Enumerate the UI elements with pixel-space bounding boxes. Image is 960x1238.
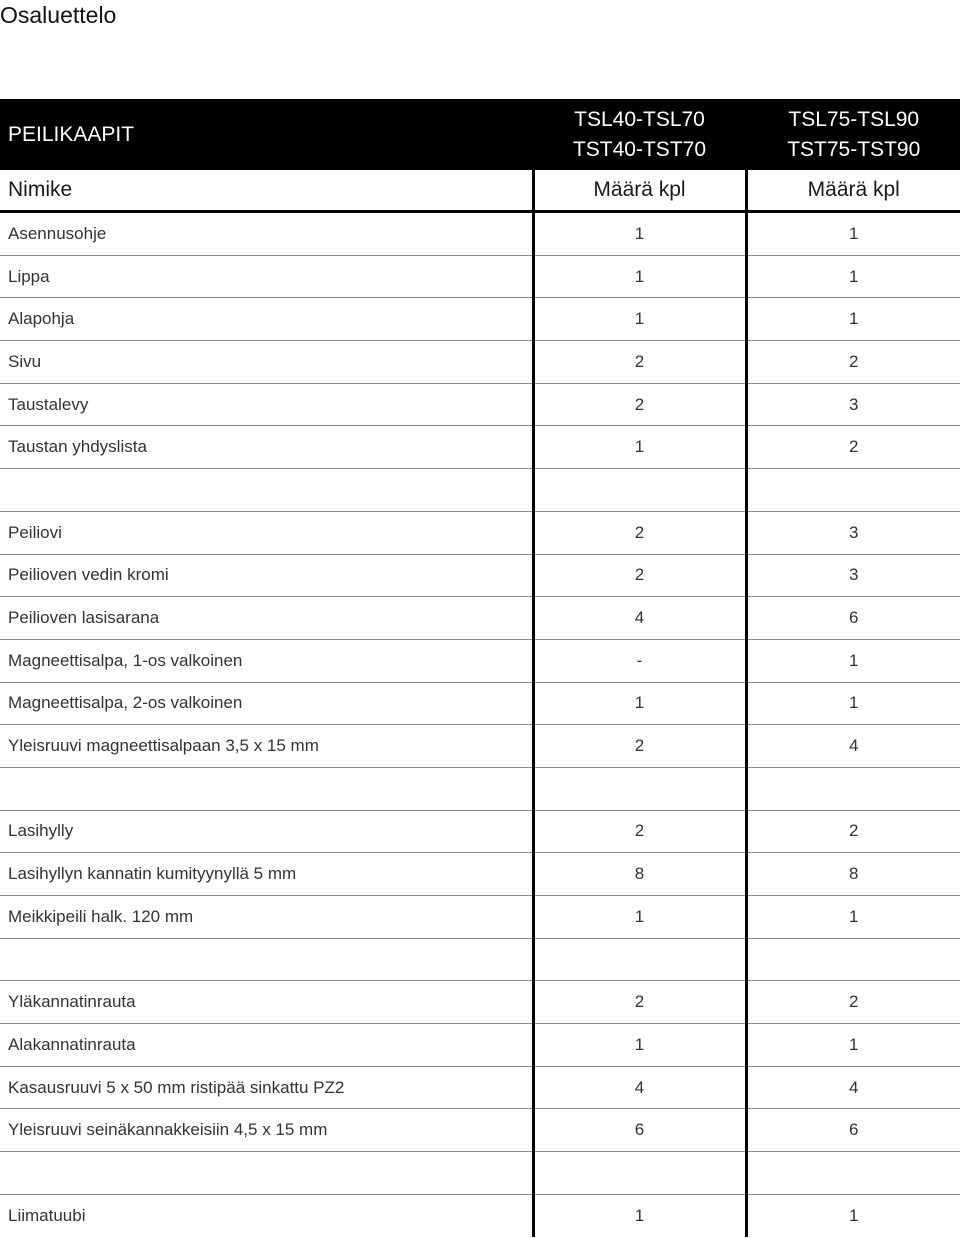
qty-model-1: 1 [533,896,746,939]
part-name: Lasihyllyn kannatin kumityynyllä 5 mm [0,853,533,896]
qty-model-2: 1 [746,212,960,256]
qty-model-1: 1 [533,298,746,341]
qty-model-2: 4 [746,725,960,768]
qty-model-1: 2 [533,554,746,597]
qty-model-2: 1 [746,1024,960,1067]
qty-model-1 [533,767,746,810]
table-row [0,554,960,597]
table-row [0,810,960,853]
part-name: Magneettisalpa, 2-os valkoinen [0,682,533,725]
qty-model-1: 1 [533,212,746,256]
qty-model-1: 2 [533,341,746,384]
part-name [0,938,533,981]
table-row [0,1194,960,1236]
qty-model-2: 1 [746,896,960,939]
qty-model-2: 6 [746,597,960,640]
model-1-line-1: TSL40-TSL70 [574,107,705,131]
model-2-line-2: TST75-TST90 [787,137,921,161]
qty-model-1: 1 [533,1194,746,1236]
part-name: Kasausruuvi 5 x 50 mm ristipää sinkattu PZ2 [0,1066,533,1109]
qty-model-2: 1 [746,1194,960,1236]
part-name: Yläkannatinrauta [0,981,533,1024]
part-name [0,1152,533,1195]
qty-model-2: 6 [746,1109,960,1152]
spacer-row [0,469,960,512]
part-name: Asennusohje [0,212,533,256]
part-name: Peilioven lasisarana [0,597,533,640]
qty-model-1: 8 [533,853,746,896]
column-header-row [0,170,960,212]
group-label: PEILIKAAPIT [0,99,533,170]
qty-model-1: 1 [533,1024,746,1067]
qty-model-2: 1 [746,639,960,682]
qty-model-2: 3 [746,554,960,597]
table-row [0,1109,960,1152]
qty-model-2 [746,767,960,810]
page-title: Osaluettelo [0,2,117,28]
table-row [0,725,960,768]
qty-model-2: 8 [746,853,960,896]
part-name: Taustalevy [0,383,533,426]
part-name: Peilioven vedin kromi [0,554,533,597]
qty-model-1: 2 [533,383,746,426]
table-row [0,426,960,469]
qty-model-2 [746,469,960,512]
qty-model-2: 2 [746,426,960,469]
column-header-name: Nimike [0,170,533,212]
qty-model-2: 2 [746,981,960,1024]
qty-model-2 [746,938,960,981]
part-name: Liimatuubi [8,1205,86,1225]
qty-model-1: 2 [533,725,746,768]
qty-model-1: 2 [533,810,746,853]
table-row [0,383,960,426]
qty-model-1 [533,1152,746,1195]
table-header-row [0,99,960,170]
part-name: Alakannatinrauta [0,1024,533,1067]
qty-model-1: - [533,639,746,682]
qty-model-2: 2 [746,810,960,853]
spacer-row [0,1152,960,1195]
table-row [0,341,960,384]
qty-model-2: 4 [746,1066,960,1109]
qty-model-1: 1 [533,426,746,469]
qty-model-1: 4 [533,1066,746,1109]
qty-model-2: 1 [746,682,960,725]
qty-model-2: 3 [746,511,960,554]
part-name: Meikkipeili halk. 120 mm [0,896,533,939]
qty-model-2: 3 [746,383,960,426]
part-name: Magneettisalpa, 1-os valkoinen [0,639,533,682]
part-name: Taustan yhdyslista [0,426,533,469]
qty-model-1: 1 [533,255,746,298]
parts-table [0,99,960,1237]
qty-model-2: 2 [746,341,960,384]
qty-model-2 [746,1152,960,1195]
model-header-1 [533,99,746,170]
part-name: Lippa [0,255,533,298]
model-1-line-2: TST40-TST70 [572,137,707,161]
table-row [0,298,960,341]
column-header-qty-2: Määrä kpl [746,170,960,212]
part-name: Yleisruuvi seinäkannakkeisiin 4,5 x 15 mm [0,1109,533,1152]
qty-model-1: 6 [533,1109,746,1152]
qty-model-2: 1 [746,298,960,341]
part-name: Alapohja [0,298,533,341]
qty-model-1 [533,938,746,981]
part-name [0,767,533,810]
table-row [0,639,960,682]
table-row [0,896,960,939]
qty-model-1 [533,469,746,512]
qty-model-1: 2 [533,981,746,1024]
part-name: Peiliovi [0,511,533,554]
qty-model-1: 4 [533,597,746,640]
table-row [0,682,960,725]
model-2-line-1: TSL75-TSL90 [788,107,920,131]
table-row [0,255,960,298]
column-header-qty-1: Määrä kpl [533,170,746,212]
spacer-row [0,938,960,981]
qty-model-1: 2 [533,511,746,554]
table-row [0,853,960,896]
table-row [0,511,960,554]
part-name: Sivu [0,341,533,384]
qty-model-1: 1 [533,682,746,725]
part-name: Lasihylly [0,810,533,853]
model-header-2 [746,99,960,170]
part-name: Yleisruuvi magneettisalpaan 3,5 x 15 mm [0,725,533,768]
table-row [0,597,960,640]
part-name [0,469,533,512]
table-row [0,1024,960,1067]
qty-model-2: 1 [746,255,960,298]
table-row [0,212,960,256]
table-row [0,981,960,1024]
spacer-row [0,767,960,810]
table-row [0,1066,960,1109]
